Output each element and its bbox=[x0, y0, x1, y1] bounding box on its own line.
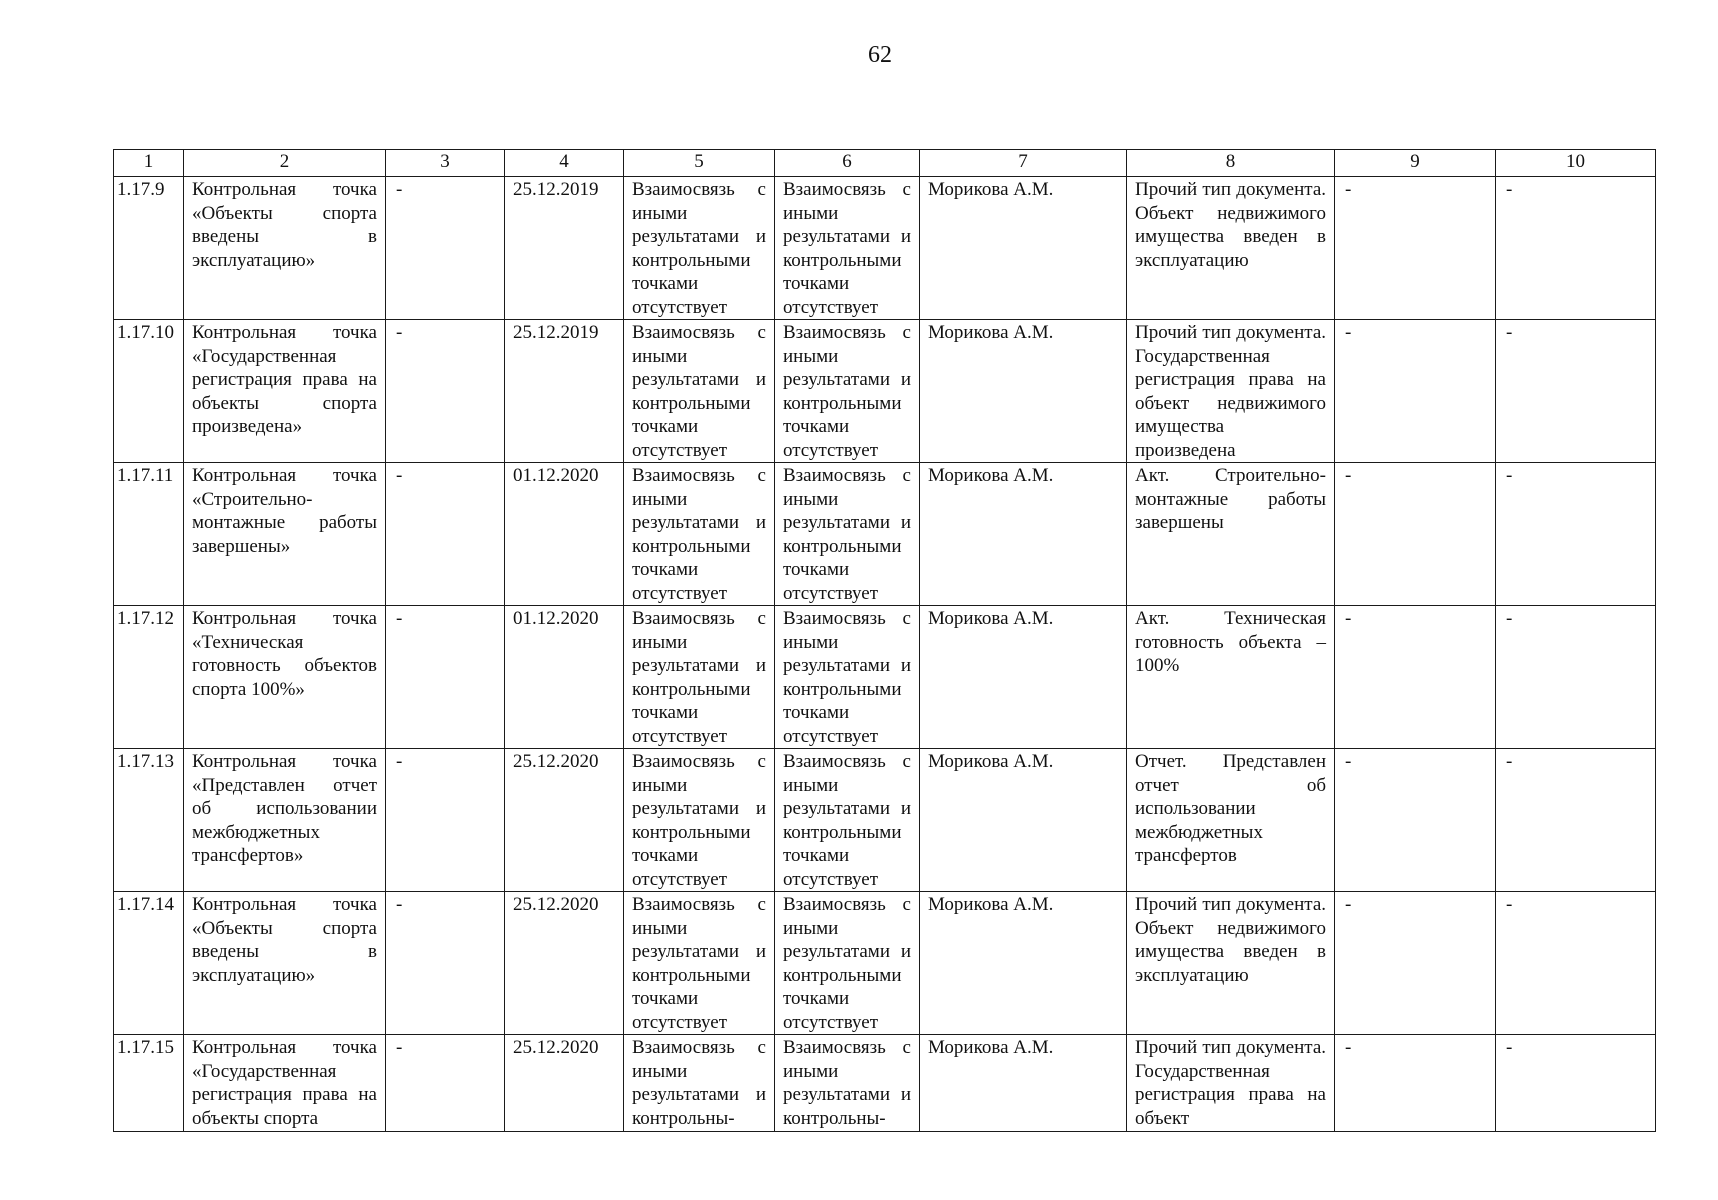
due-date: 25.12.2020 bbox=[505, 892, 624, 1035]
column-header: 7 bbox=[920, 150, 1127, 177]
responsible-person: Морикова А.М. bbox=[920, 177, 1127, 320]
column-header: 5 bbox=[624, 150, 775, 177]
link-points: Взаимосвязь с иными результатами и контрольными точками отсутствует bbox=[775, 177, 920, 320]
cell-col3: - bbox=[386, 177, 505, 320]
row-number: 1.17.10 bbox=[114, 320, 184, 463]
link-results: Взаимосвязь с иными результатами и контрольными точками отсутствует bbox=[624, 177, 775, 320]
cell-col10: - bbox=[1496, 749, 1656, 892]
cell-col3: - bbox=[386, 1035, 505, 1132]
responsible-person: Морикова А.М. bbox=[920, 749, 1127, 892]
link-results: Взаимосвязь с иными результатами и контрольными точками отсутствует bbox=[624, 892, 775, 1035]
row-number: 1.17.13 bbox=[114, 749, 184, 892]
cell-col3: - bbox=[386, 606, 505, 749]
column-header: 2 bbox=[184, 150, 386, 177]
responsible-person: Морикова А.М. bbox=[920, 320, 1127, 463]
cell-col9: - bbox=[1335, 606, 1496, 749]
responsible-person: Морикова А.М. bbox=[920, 606, 1127, 749]
cell-col10: - bbox=[1496, 1035, 1656, 1132]
cell-col9: - bbox=[1335, 320, 1496, 463]
link-results: Взаимосвязь с иными результатами и контрольны- bbox=[624, 1035, 775, 1132]
cell-col3: - bbox=[386, 892, 505, 1035]
table-body bbox=[114, 177, 1656, 1132]
control-point-name: Контрольная точка «Строительно-монтажные работы завершены» bbox=[184, 463, 386, 606]
column-number-row bbox=[114, 150, 1656, 177]
column-header: 9 bbox=[1335, 150, 1496, 177]
link-results: Взаимосвязь с иными результатами и контрольными точками отсутствует bbox=[624, 320, 775, 463]
cell-col9: - bbox=[1335, 892, 1496, 1035]
column-header: 8 bbox=[1127, 150, 1335, 177]
cell-col9: - bbox=[1335, 463, 1496, 606]
cell-col10: - bbox=[1496, 177, 1656, 320]
link-points: Взаимосвязь с иными результатами и контрольными точками отсутствует bbox=[775, 463, 920, 606]
responsible-person: Морикова А.М. bbox=[920, 1035, 1127, 1132]
due-date: 25.12.2020 bbox=[505, 1035, 624, 1132]
table-row bbox=[114, 606, 1656, 749]
responsible-person: Морикова А.М. bbox=[920, 463, 1127, 606]
cell-col3: - bbox=[386, 463, 505, 606]
control-point-name: Контрольная точка «Техническая готовность объектов спорта 100%» bbox=[184, 606, 386, 749]
due-date: 01.12.2020 bbox=[505, 463, 624, 606]
document-type: Прочий тип документа. Государственная регистрация права на объект bbox=[1127, 1035, 1335, 1132]
control-point-name: Контрольная точка «Государственная регистрация права на объекты спорта bbox=[184, 1035, 386, 1132]
cell-col3: - bbox=[386, 320, 505, 463]
cell-col10: - bbox=[1496, 892, 1656, 1035]
column-header: 3 bbox=[386, 150, 505, 177]
cell-col9: - bbox=[1335, 1035, 1496, 1132]
responsible-person: Морикова А.М. bbox=[920, 892, 1127, 1035]
link-results: Взаимосвязь с иными результатами и контрольными точками отсутствует bbox=[624, 606, 775, 749]
document-type: Акт. Техническая готовность объекта – 100% bbox=[1127, 606, 1335, 749]
document-type: Отчет. Представлен отчет об использовании межбюджетных трансфертов bbox=[1127, 749, 1335, 892]
row-number: 1.17.12 bbox=[114, 606, 184, 749]
control-point-name: Контрольная точка «Представлен отчет об использовании межбюджетных трансфертов» bbox=[184, 749, 386, 892]
link-points: Взаимосвязь с иными результатами и контрольными точками отсутствует bbox=[775, 749, 920, 892]
row-number: 1.17.15 bbox=[114, 1035, 184, 1132]
cell-col10: - bbox=[1496, 606, 1656, 749]
cell-col10: - bbox=[1496, 320, 1656, 463]
document-type: Прочий тип документа. Объект недвижимого имущества введен в эксплуатацию bbox=[1127, 177, 1335, 320]
table-row bbox=[114, 892, 1656, 1035]
row-number: 1.17.14 bbox=[114, 892, 184, 1035]
row-number: 1.17.11 bbox=[114, 463, 184, 606]
due-date: 25.12.2020 bbox=[505, 749, 624, 892]
table-row bbox=[114, 177, 1656, 320]
column-header: 10 bbox=[1496, 150, 1656, 177]
link-points: Взаимосвязь с иными результатами и контрольными точками отсутствует bbox=[775, 320, 920, 463]
table-header bbox=[114, 150, 1656, 177]
document-type: Прочий тип документа. Государственная регистрация права на объект недвижимого имущества произведена bbox=[1127, 320, 1335, 463]
control-points-table bbox=[113, 149, 1656, 1132]
table-row bbox=[114, 1035, 1656, 1132]
document-type: Прочий тип документа. Объект недвижимого имущества введен в эксплуатацию bbox=[1127, 892, 1335, 1035]
control-point-name: Контрольная точка «Государственная регистрация права на объекты спорта произведена» bbox=[184, 320, 386, 463]
table-row bbox=[114, 463, 1656, 606]
page-number: 62 bbox=[868, 42, 892, 68]
due-date: 25.12.2019 bbox=[505, 320, 624, 463]
row-number: 1.17.9 bbox=[114, 177, 184, 320]
cell-col3: - bbox=[386, 749, 505, 892]
column-header: 6 bbox=[775, 150, 920, 177]
link-points: Взаимосвязь с иными результатами и контрольными точками отсутствует bbox=[775, 606, 920, 749]
column-header: 1 bbox=[114, 150, 184, 177]
due-date: 01.12.2020 bbox=[505, 606, 624, 749]
link-results: Взаимосвязь с иными результатами и контрольными точками отсутствует bbox=[624, 749, 775, 892]
table-row bbox=[114, 749, 1656, 892]
table-row bbox=[114, 320, 1656, 463]
cell-col9: - bbox=[1335, 177, 1496, 320]
cell-col9: - bbox=[1335, 749, 1496, 892]
control-point-name: Контрольная точка «Объекты спорта введены в эксплуатацию» bbox=[184, 892, 386, 1035]
due-date: 25.12.2019 bbox=[505, 177, 624, 320]
control-point-name: Контрольная точка «Объекты спорта введены в эксплуатацию» bbox=[184, 177, 386, 320]
cell-col10: - bbox=[1496, 463, 1656, 606]
link-points: Взаимосвязь с иными результатами и контрольными точками отсутствует bbox=[775, 892, 920, 1035]
link-points: Взаимосвязь с иными результатами и контрольны- bbox=[775, 1035, 920, 1132]
column-header: 4 bbox=[505, 150, 624, 177]
link-results: Взаимосвязь с иными результатами и контрольными точками отсутствует bbox=[624, 463, 775, 606]
document-type: Акт. Строительно-монтажные работы завершены bbox=[1127, 463, 1335, 606]
